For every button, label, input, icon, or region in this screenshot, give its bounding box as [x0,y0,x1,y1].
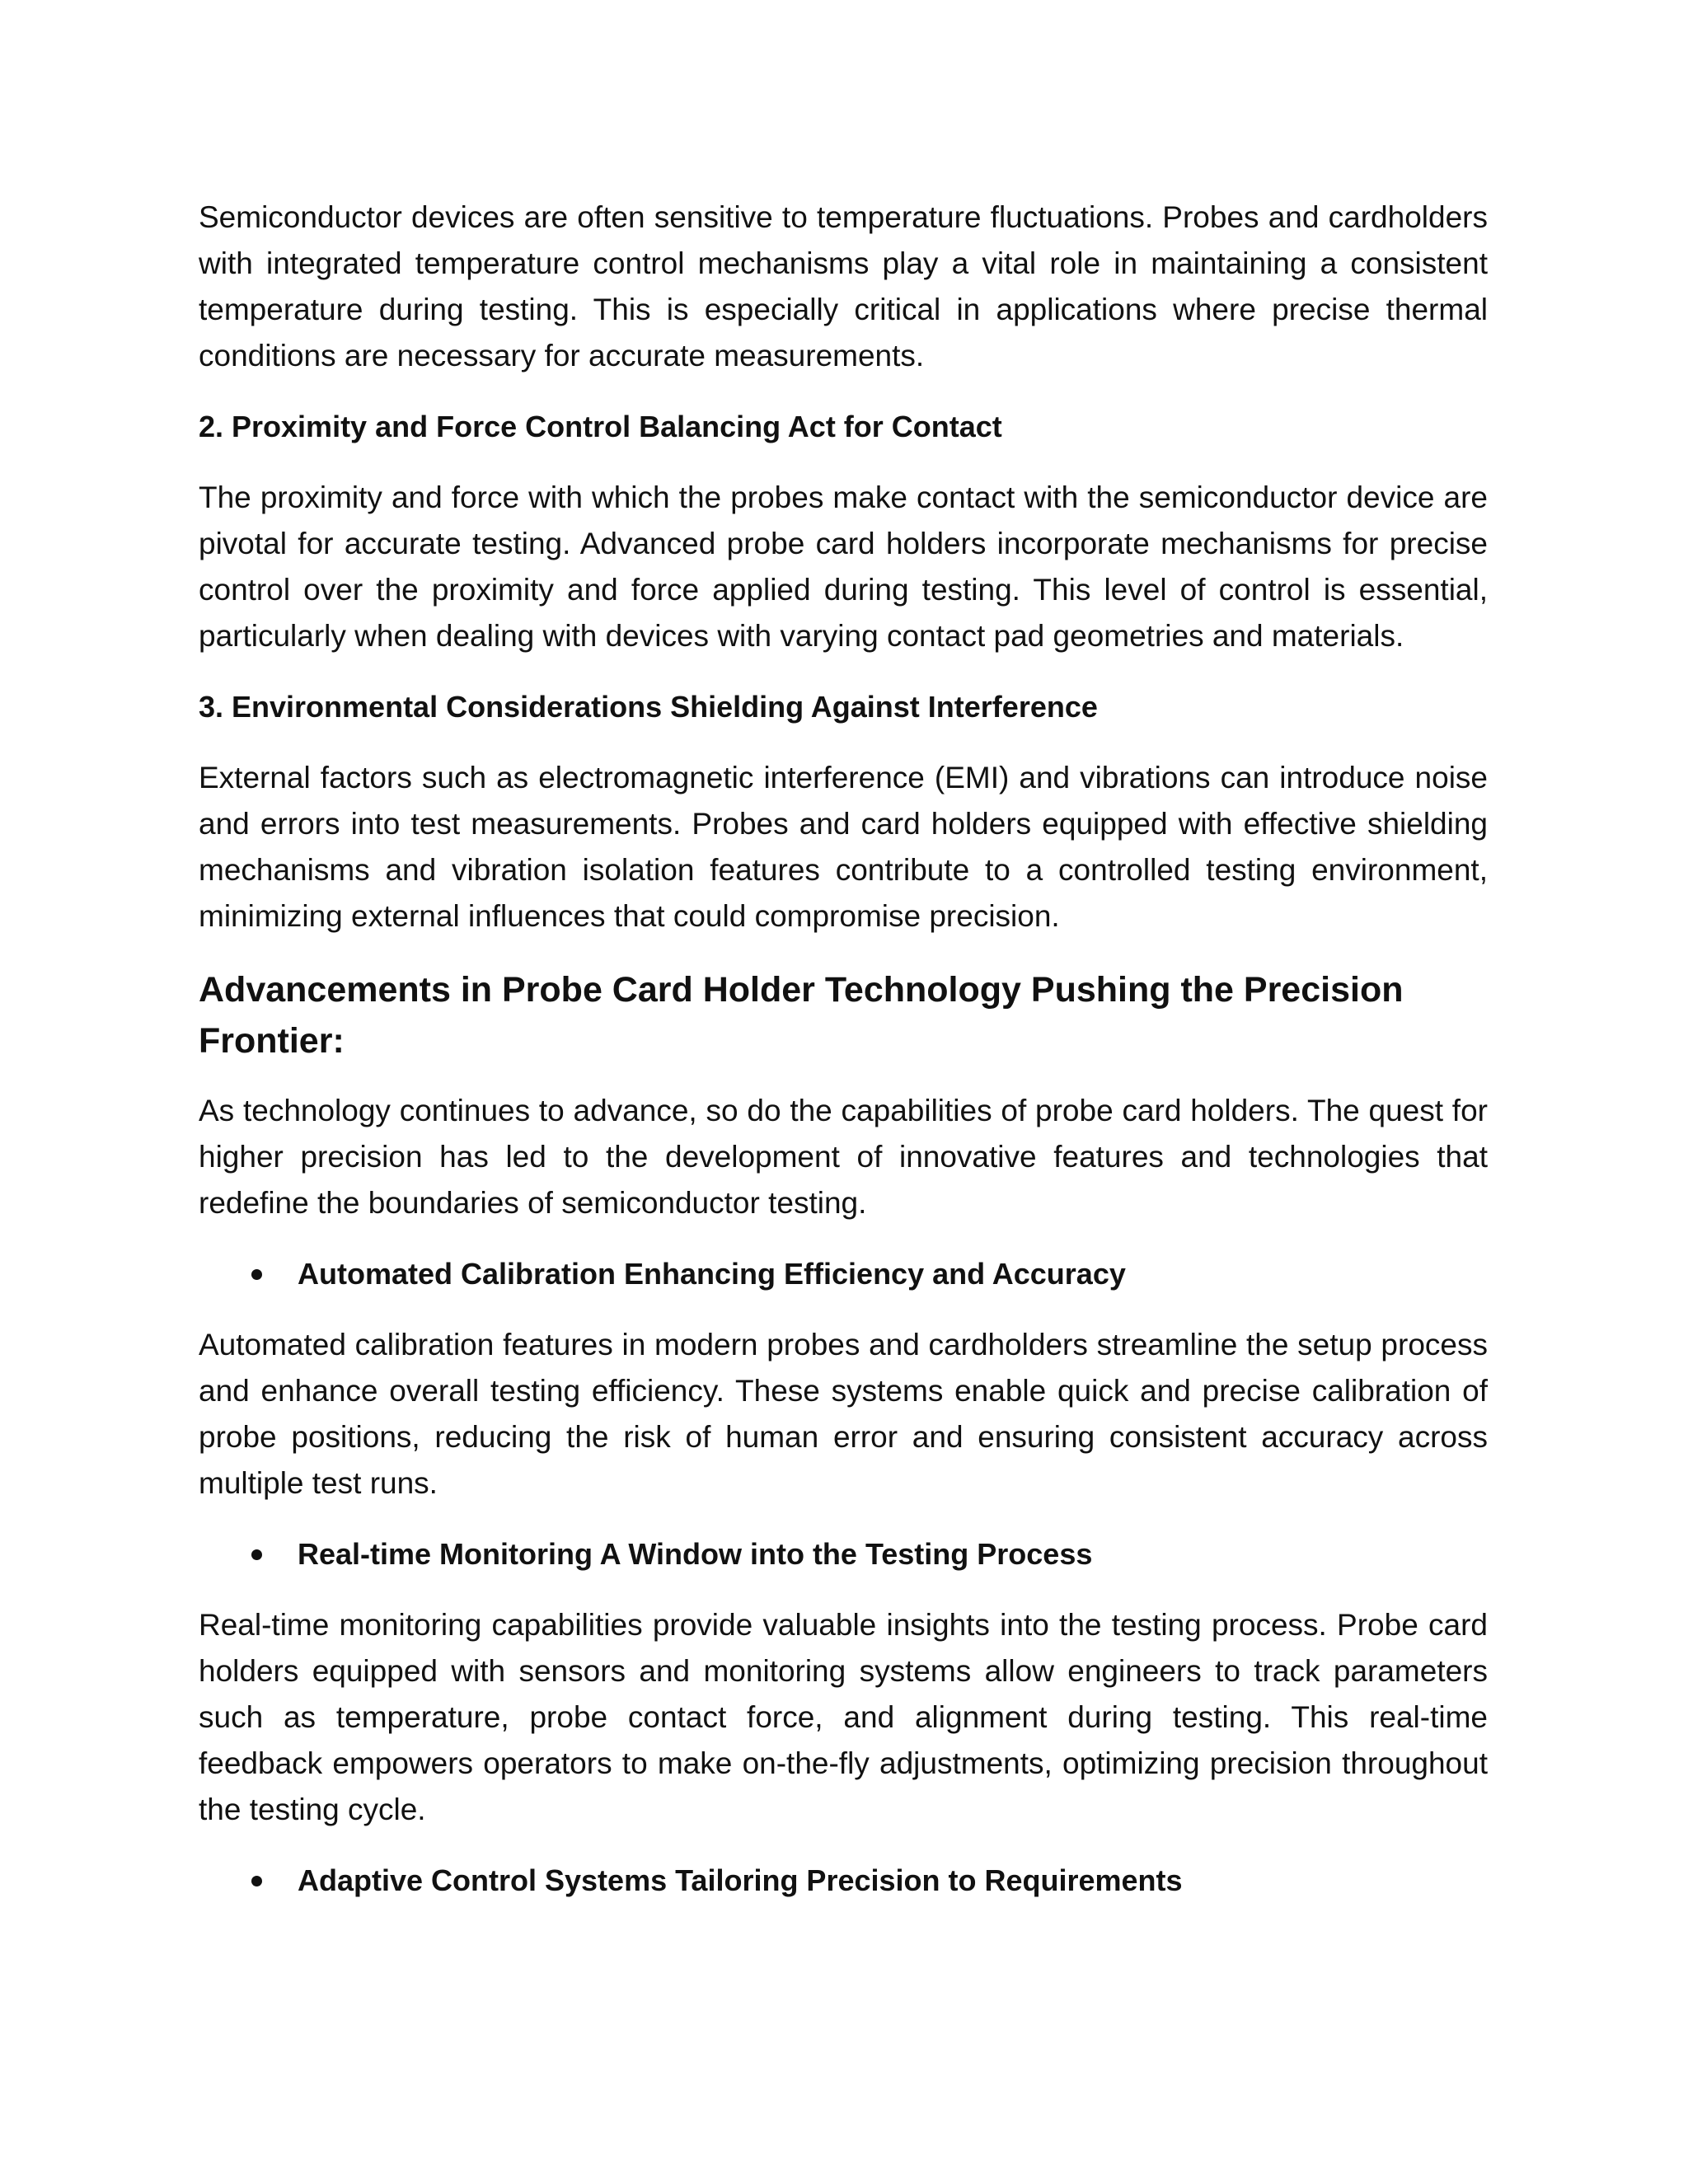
bullet-paragraph-real-time-monitoring: Real-time monitoring capabilities provide valuable insights into the testing process. Probe card holders equipped with sensors and monitoring systems allow engineers to track parameters such as temperature, probe contact force, and alignment during testing. This real-time feedback empowers operators to make on-the-fly adjustments, optimizing precision throughout the testing cycle. [199,1608,1488,1826]
bullet-item-automated-calibration [199,1251,1488,1297]
bullet-icon [251,1549,262,1560]
subsection-paragraph-proximity-force: The proximity and force with which the probes make contact with the semiconductor device are pivotal for accurate testing. Advanced probe card holders incorporate mechanisms for precise control over the proximity and force applied during testing. This level of control is essential, particularly when dealing with devices with varying contact pad geometries and materials. [199,480,1488,653]
bullet-icon [251,1269,262,1280]
bullet-item-real-time-monitoring [199,1531,1488,1577]
intro-paragraph: Semiconductor devices are often sensitive to temperature fluctuations. Probes and cardholders with integrated temperature control mechanisms play a vital role in maintaining a consistent temperature during testing. This is especially critical in applications where precise thermal conditions are necessary for accurate measurements. [199,200,1488,373]
bullet-heading-text: Real-time Monitoring A Window into the Testing Process [298,1537,1093,1571]
bullet-heading-text: Automated Calibration Enhancing Efficiency and Accuracy [298,1257,1126,1291]
subsection-heading-environmental: 3. Environmental Considerations Shielding Against Interference [199,690,1098,724]
section-heading-advancements: Advancements in Probe Card Holder Technology Pushing the Precision Frontier: [199,970,1404,1061]
bullet-heading-text: Adaptive Control Systems Tailoring Precision to Requirements [298,1863,1183,1897]
subsection-heading-proximity-force: 2. Proximity and Force Control Balancing Act for Contact [199,410,1002,443]
bullet-paragraph-automated-calibration: Automated calibration features in modern probes and cardholders streamline the setup process and enhance overall testing efficiency. These systems enable quick and precise calibration of probe positions, reducing the risk of human error and ensuring consistent accuracy across multiple test runs. [199,1328,1488,1500]
bullet-icon [251,1876,262,1886]
subsection-paragraph-environmental: External factors such as electromagnetic interference (EMI) and vibrations can introduce noise and errors into test measurements. Probes and card holders equipped with effective shielding mechanisms and vibration isolation features contribute to a controlled testing environment, minimizing external influences that could compromise precision. [199,761,1488,933]
bullet-item-adaptive-control [199,1858,1488,1904]
section-intro-paragraph: As technology continues to advance, so do the capabilities of probe card holders. The quest for higher precision has led to the development of innovative features and technologies that redefine the boundaries of semiconductor testing. [199,1094,1488,1220]
document-body [199,194,1488,1929]
